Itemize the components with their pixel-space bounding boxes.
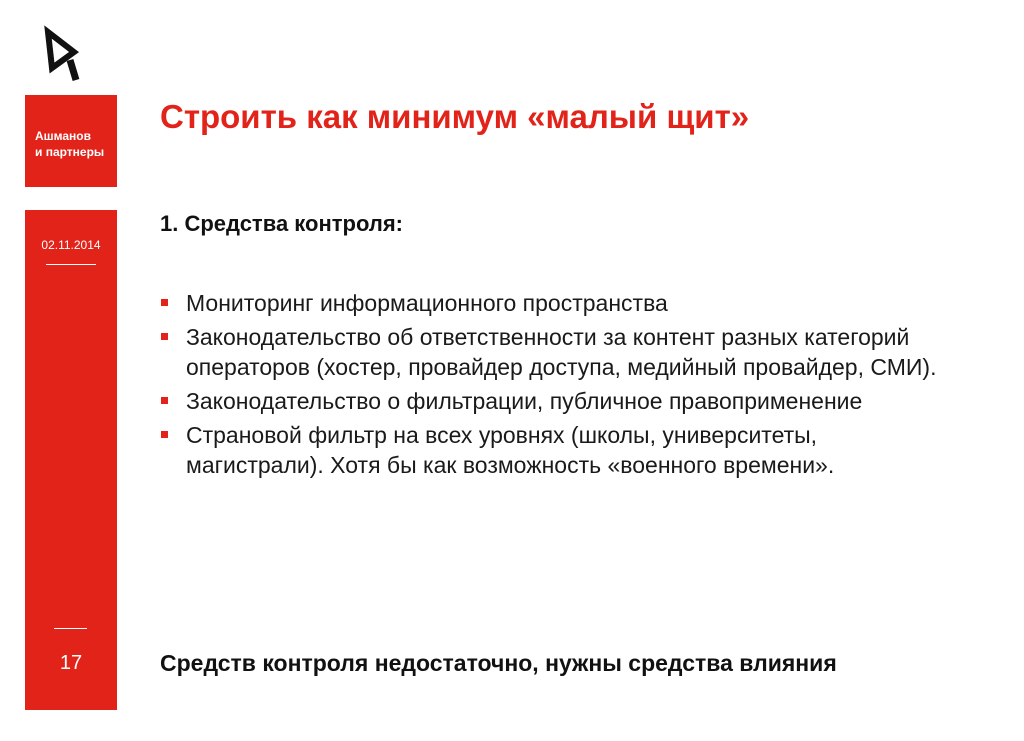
brand-name-line2: и партнеры (35, 145, 105, 159)
page-number: 17 (59, 652, 83, 674)
bullet-marker-icon (161, 431, 168, 438)
bullet-item (160, 288, 960, 318)
bullet-item (160, 420, 960, 480)
ashmanov-logo-icon (40, 22, 96, 84)
sidebar-divider-top (46, 264, 96, 265)
sidebar-divider-bottom (54, 628, 87, 629)
bullet-text: Законодательство об ответственности за контент разных категорий операторов (хостер, провайдер доступа, медийный провайдер, СМИ). (186, 324, 937, 380)
bullet-marker-icon (161, 397, 168, 404)
bullet-item (160, 386, 960, 416)
slide-title: Строить как минимум «малый щит» (160, 98, 750, 135)
brand-logo-box (25, 95, 117, 187)
bullet-marker-icon (161, 299, 168, 306)
bullet-text: Страновой фильтр на всех уровнях (школы, университеты, магистрали). Хотя бы как возможность «военного времени». (186, 422, 835, 478)
section-heading: 1. Средства контроля: (160, 211, 403, 236)
slide-date: 02.11.2014 (41, 238, 101, 252)
sidebar (25, 210, 117, 710)
bullet-marker-icon (161, 333, 168, 340)
bullet-text: Мониторинг информационного пространства (186, 290, 668, 316)
conclusion-text: Средств контроля недостаточно, нужны средства влияния (160, 650, 837, 676)
bullet-list (160, 288, 960, 484)
bullet-text: Законодательство о фильтрации, публичное правоприменение (186, 388, 863, 414)
brand-name-line1: Ашманов (35, 129, 92, 143)
bullet-item (160, 322, 960, 382)
